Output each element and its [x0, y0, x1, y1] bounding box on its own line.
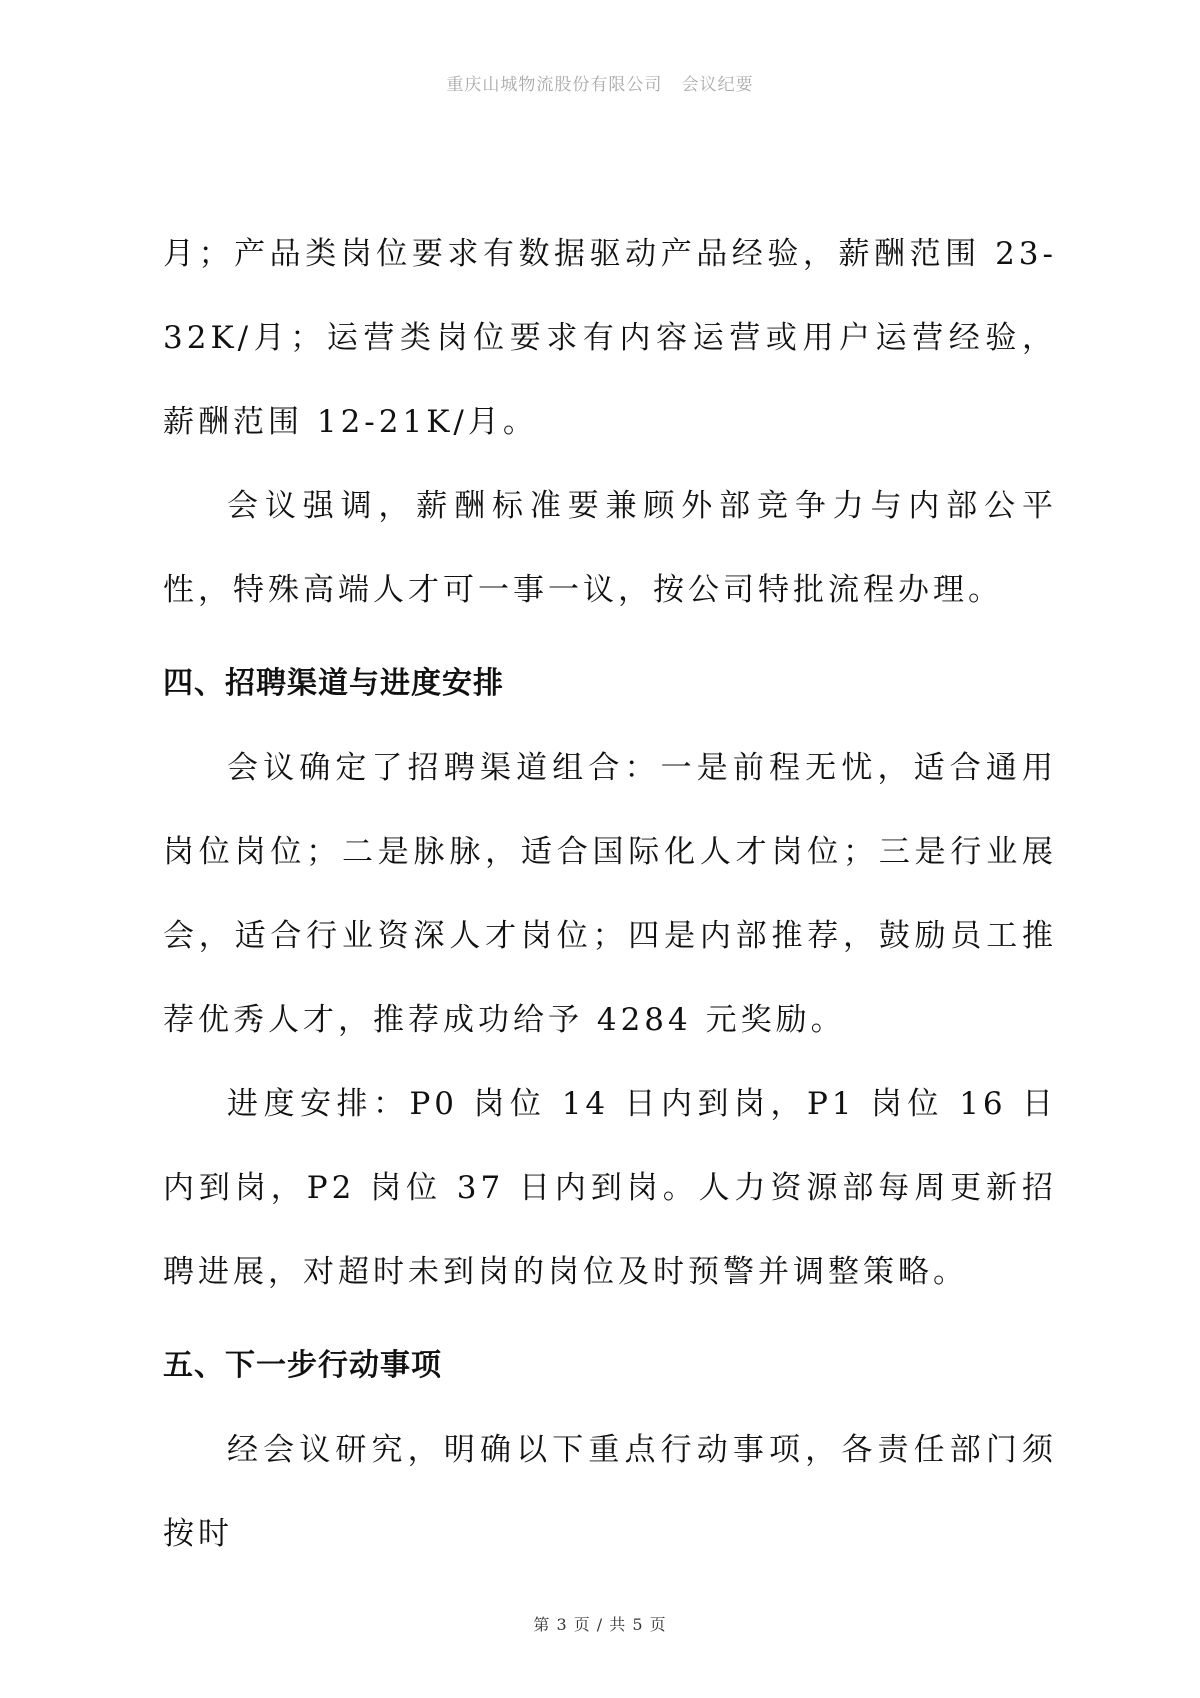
page-number: 第 3 页 / 共 5 页 — [533, 1615, 667, 1634]
paragraph-recruitment-channels: 会议确定了招聘渠道组合：一是前程无忧，适合通用岗位岗位；二是脉脉，适合国际化人才岗位；三是行业展会，适合行业资深人才岗位；四是内部推荐，鼓励员工推荐优秀人才，推荐成功给予 4284 元奖励。 — [163, 750, 1057, 1038]
paragraph-schedule: 进度安排：P0 岗位 14 日内到岗，P1 岗位 16 日内到岗，P2 岗位 37 日内到岗。人力资源部每周更新招聘进展，对超时未到岗的岗位及时预警并调整策略。 — [163, 1086, 1057, 1290]
section-heading-recruitment-channels: 四、招聘渠道与进度安排 — [163, 666, 504, 701]
paragraph-salary-principle: 会议强调，薪酬标准要兼顾外部竞争力与内部公平性，特殊高端人才可一事一议，按公司特批流程办理。 — [163, 488, 1057, 608]
paragraph-next-actions: 经会议研究，明确以下重点行动事项，各责任部门须按时 — [163, 1432, 1057, 1552]
document-body — [163, 212, 1057, 1576]
section-heading-next-actions: 五、下一步行动事项 — [163, 1348, 442, 1383]
header-company: 重庆山城物流股份有限公司 — [446, 75, 663, 95]
header-doc-type: 会议纪要 — [681, 75, 754, 95]
page-footer — [0, 1612, 1200, 1635]
paragraph-salary-ranges: 月；产品类岗位要求有数据驱动产品经验，薪酬范围 23-32K/月；运营类岗位要求有内容运营或用户运营经验，薪酬范围 12-21K/月。 — [163, 236, 1057, 440]
page-header — [0, 70, 1200, 95]
